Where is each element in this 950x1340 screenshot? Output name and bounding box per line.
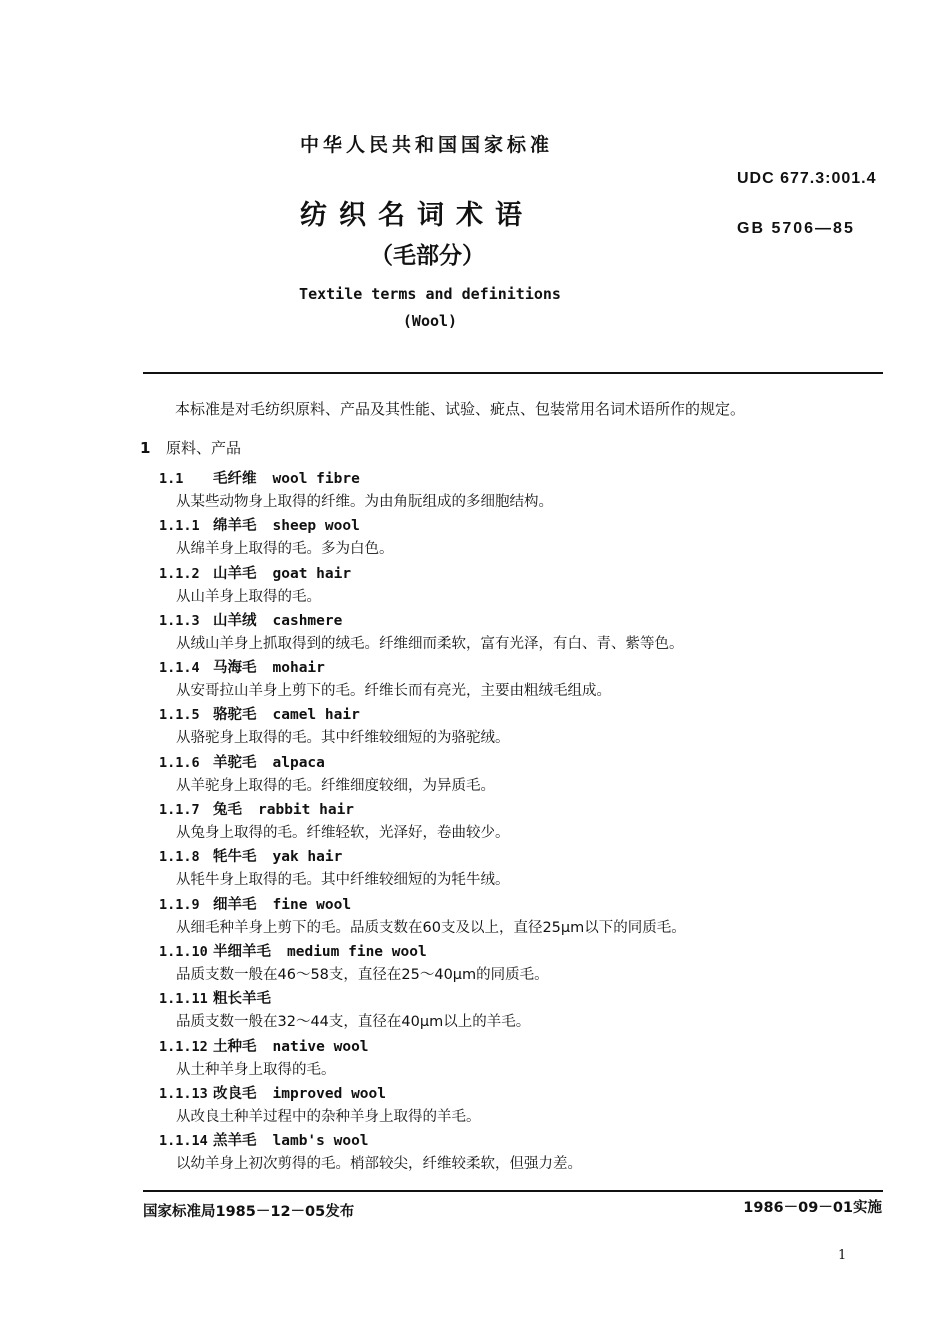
term-english: fine wool: [272, 896, 352, 913]
term-chinese: 改良毛: [213, 1085, 257, 1102]
term-entry: [159, 1036, 879, 1083]
term-heading: [159, 1130, 879, 1152]
term-definition: 从兔身上取得的毛。纤维轻软，光泽好，卷曲较少。: [176, 825, 510, 842]
term-english: yak hair: [272, 849, 343, 866]
term-entry: [159, 1083, 879, 1130]
term-number: 1.1.13: [159, 1085, 208, 1102]
term-number: 1.1.9: [159, 896, 200, 913]
term-heading: [159, 563, 879, 585]
term-number: 1.1.14: [159, 1133, 208, 1150]
term-heading: [159, 894, 879, 916]
gb-code: GB 5706—85: [737, 220, 855, 237]
term-number: 1.1.12: [159, 1038, 208, 1055]
term-entry: [159, 752, 879, 799]
term-english: sheep wool: [272, 518, 360, 535]
term-heading: [159, 1083, 879, 1105]
term-definition: 从绒山羊身上抓取得到的绒毛。纤维细而柔软，富有光泽，有白、青、紫等色。: [176, 635, 684, 652]
term-entry: [159, 894, 879, 941]
term-chinese: 骆驼毛: [213, 707, 257, 724]
term-definition: 品质支数一般在46～58支，直径在25～40μm的同质毛。: [176, 966, 549, 983]
term-heading: [159, 988, 879, 1010]
section-number: 1: [140, 439, 151, 457]
term-english: goat hair: [272, 565, 352, 582]
term-heading: [159, 1036, 879, 1058]
term-entry: [159, 563, 879, 610]
term-entry: [159, 941, 879, 988]
term-chinese: 羔羊毛: [213, 1133, 257, 1150]
effective-date: 1986－09－01实施: [743, 1200, 882, 1216]
footer-divider: [143, 1190, 883, 1192]
term-english: rabbit hair: [258, 802, 355, 819]
term-entry: [159, 1130, 879, 1177]
term-heading: [159, 704, 879, 726]
term-definition: 品质支数一般在32～44支，直径在40μm以上的羊毛。: [176, 1014, 531, 1031]
term-definition: 从骆驼身上取得的毛。其中纤维较细短的为骆驼绒。: [176, 730, 510, 747]
term-entry: [159, 468, 879, 515]
term-entry: [159, 515, 879, 562]
term-english: lamb's wool: [272, 1133, 369, 1150]
section-heading: [140, 437, 241, 458]
term-english: cashmere: [272, 612, 343, 629]
term-chinese: 毛纤维: [213, 471, 257, 487]
term-number: 1.1.6: [159, 754, 200, 771]
page-number: 1: [838, 1248, 847, 1263]
english-title: Textile terms and definitions: [299, 285, 561, 303]
scope-statement: 本标准是对毛纺织原料、产品及其性能、试验、疵点、包装常用名词术语所作的规定。: [175, 400, 746, 418]
term-entry: [159, 846, 879, 893]
term-english: alpaca: [272, 754, 325, 771]
term-chinese: 粗长羊毛: [213, 991, 271, 1008]
term-english: mohair: [272, 660, 325, 677]
term-entry: [159, 799, 879, 846]
term-chinese: 绵羊毛: [213, 518, 257, 535]
term-english: camel hair: [272, 707, 360, 724]
header-divider: [143, 372, 883, 374]
term-entry: [159, 704, 879, 751]
english-subtitle: (Wool): [402, 312, 458, 330]
term-number: 1.1.7: [159, 802, 200, 819]
term-chinese: 羊驼毛: [213, 754, 257, 771]
udc-code: UDC 677.3:001.4: [737, 170, 877, 187]
term-definition: 从山羊身上取得的毛。: [176, 588, 321, 605]
term-definition: 从绵羊身上取得的毛。多为白色。: [176, 541, 394, 558]
term-chinese: 半细羊毛: [213, 943, 271, 960]
term-number: 1.1: [159, 471, 184, 487]
term-heading: [159, 846, 879, 868]
term-entry: [159, 988, 879, 1035]
term-definition: 从牦牛身上取得的毛。其中纤维较细短的为牦牛绒。: [176, 872, 510, 889]
term-heading: [159, 657, 879, 679]
term-english: wool fibre: [272, 471, 360, 487]
term-english: medium fine wool: [287, 943, 427, 960]
term-definition: 从某些动物身上取得的纤维。为由角朊组成的多细胞结构。: [176, 494, 553, 510]
term-english: improved wool: [272, 1085, 386, 1102]
term-number: 1.1.10: [159, 943, 208, 960]
term-chinese: 细羊毛: [213, 896, 257, 913]
term-definition: 从羊驼身上取得的毛。纤维细度较细，为异质毛。: [176, 777, 495, 794]
term-chinese: 土种毛: [213, 1038, 257, 1055]
term-definition: 以幼羊身上初次剪得的毛。梢部较尖，纤维较柔软，但强力差。: [176, 1156, 582, 1173]
term-number: 1.1.2: [159, 565, 200, 582]
term-chinese: 山羊绒: [213, 612, 257, 629]
term-heading: [159, 610, 879, 632]
term-heading: [159, 515, 879, 537]
national-standard-heading: 中华人民共和国国家标准: [300, 134, 554, 156]
term-number: 1.1.8: [159, 849, 200, 866]
term-definition: 从安哥拉山羊身上剪下的毛。纤维长而有亮光，主要由粗绒毛组成。: [176, 683, 611, 700]
page-title: 纺织名词术语: [300, 200, 534, 231]
page-subtitle: （毛部分）: [370, 243, 485, 269]
term-chinese: 马海毛: [213, 660, 257, 677]
term-definition: 从改良土种羊过程中的杂种羊身上取得的羊毛。: [176, 1108, 481, 1125]
term-entry: [159, 657, 879, 704]
term-heading: [159, 941, 879, 963]
section-title: 原料、产品: [166, 439, 242, 457]
term-definition: 从细毛种羊身上剪下的毛。品质支数在60支及以上，直径25μm以下的同质毛。: [176, 919, 686, 936]
term-heading: [159, 799, 879, 821]
term-list: [159, 468, 879, 1177]
term-number: 1.1.1: [159, 518, 200, 535]
issue-date: 国家标准局1985－12－05发布: [143, 1204, 355, 1220]
term-heading: [159, 752, 879, 774]
term-number: 1.1.3: [159, 612, 200, 629]
term-definition: 从土种羊身上取得的毛。: [176, 1061, 336, 1078]
term-english: native wool: [272, 1038, 369, 1055]
term-number: 1.1.4: [159, 660, 200, 677]
term-number: 1.1.11: [159, 991, 208, 1008]
term-heading: [159, 468, 879, 490]
term-chinese: 山羊毛: [213, 565, 257, 582]
term-entry: [159, 610, 879, 657]
term-number: 1.1.5: [159, 707, 200, 724]
term-chinese: 兔毛: [213, 802, 242, 819]
term-chinese: 牦牛毛: [213, 849, 257, 866]
